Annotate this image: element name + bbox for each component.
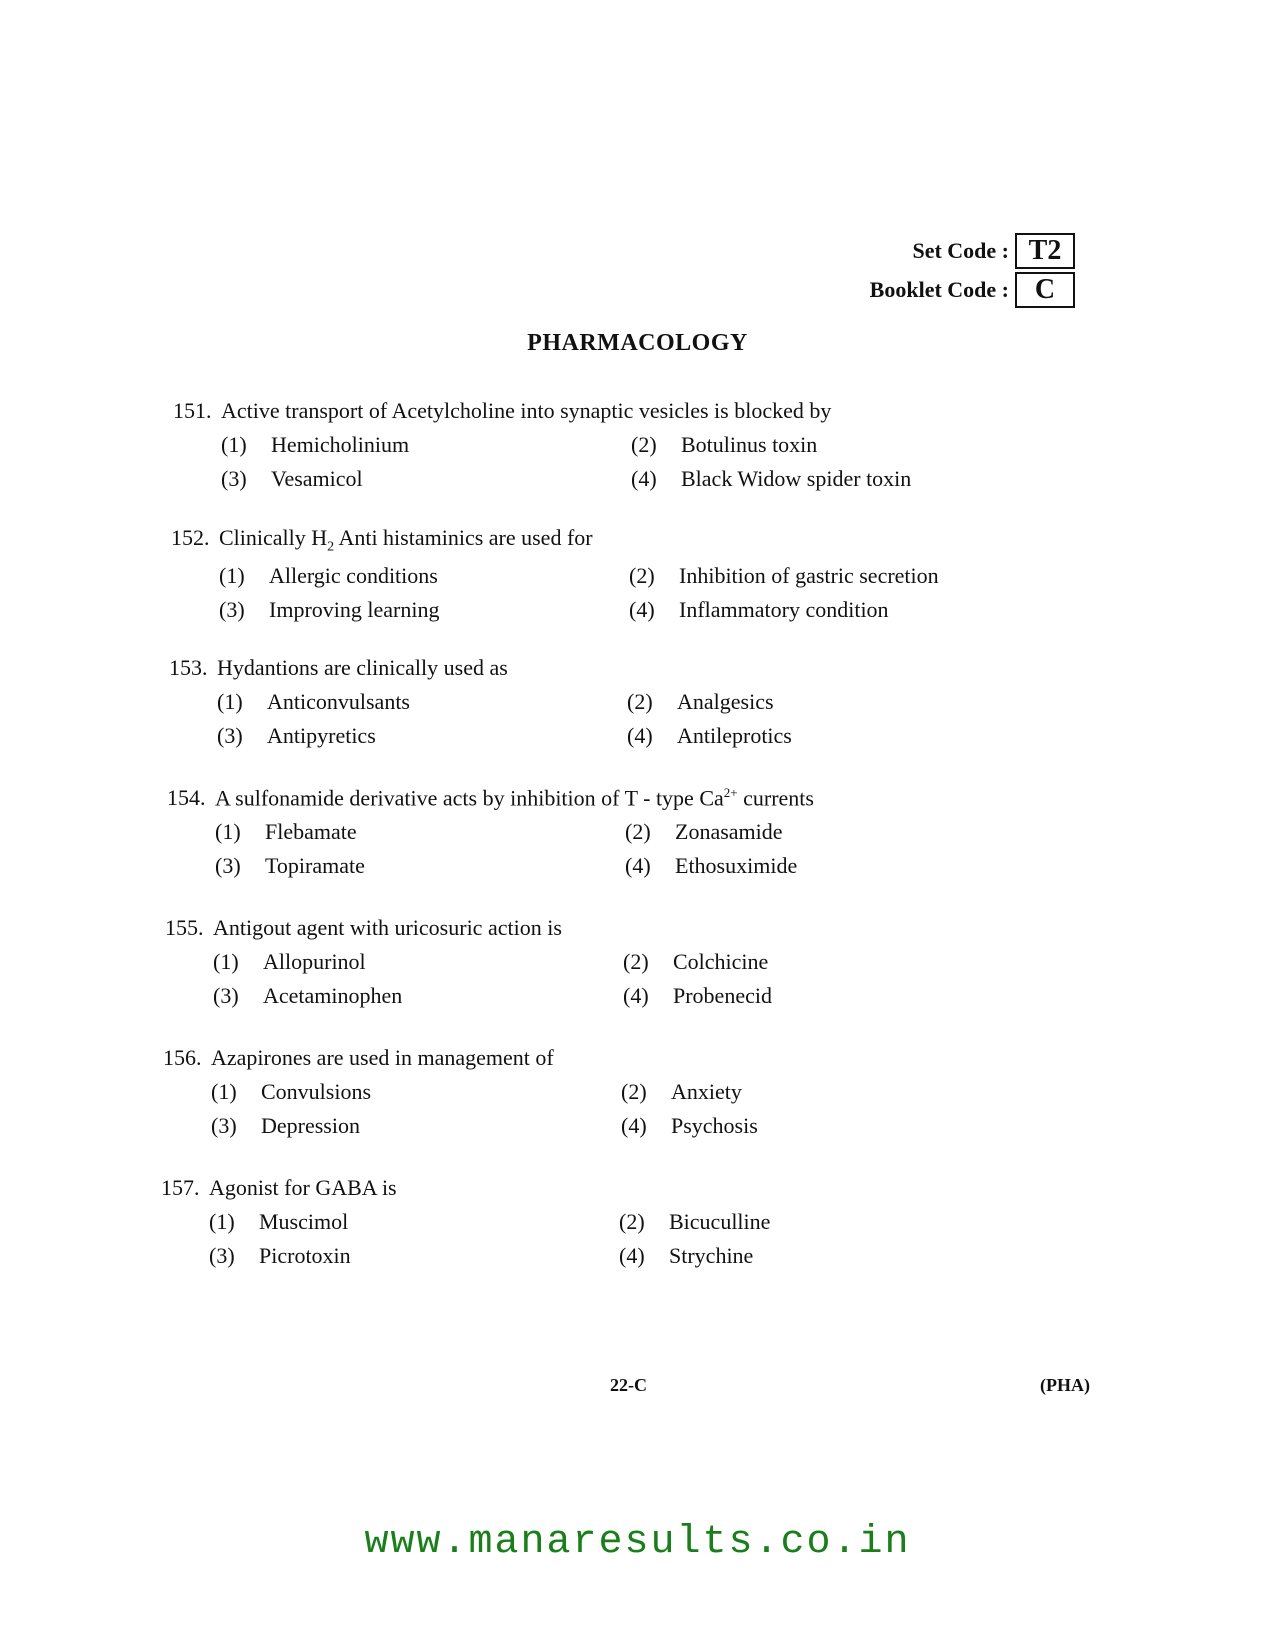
question-155 <box>165 915 985 1009</box>
option-text: Muscimol <box>259 1209 349 1234</box>
set-code-row <box>912 233 1075 269</box>
option-text: Analgesics <box>677 689 774 714</box>
options <box>211 1079 983 1139</box>
option <box>621 1113 1021 1139</box>
option <box>213 983 623 1009</box>
option <box>209 1209 619 1235</box>
option-text: Psychosis <box>671 1113 758 1138</box>
option-text: Probenecid <box>673 983 772 1008</box>
option-number: (3) <box>217 723 243 748</box>
option <box>629 597 1029 623</box>
option-text: Antileprotics <box>677 723 792 748</box>
option <box>631 432 1031 458</box>
question-stem <box>161 1175 981 1201</box>
option-number: (3) <box>213 983 239 1008</box>
question-text: Active transport of Acetylcholine into synaptic vesicles is blocked by <box>221 398 832 423</box>
option <box>217 723 627 749</box>
question-text: Hydantions are clinically used as <box>217 655 508 680</box>
option <box>219 563 629 589</box>
option-number: (2) <box>623 949 649 974</box>
option-number: (4) <box>631 466 657 491</box>
option <box>623 983 1023 1009</box>
option-number: (4) <box>627 723 653 748</box>
option-text: Botulinus toxin <box>681 432 818 457</box>
option-text: Acetaminophen <box>263 983 403 1008</box>
options <box>213 949 985 1009</box>
option-text: Depression <box>261 1113 360 1138</box>
question-subscript: 2 <box>327 539 335 555</box>
question-154 <box>167 785 987 879</box>
option-text: Improving learning <box>269 597 440 623</box>
question-number: 155. <box>165 915 204 940</box>
question-157 <box>161 1175 981 1269</box>
option-text: Antipyretics <box>267 723 376 748</box>
options <box>215 819 987 879</box>
question-stem <box>163 1045 983 1071</box>
question-156 <box>163 1045 983 1139</box>
option-number: (3) <box>209 1243 235 1268</box>
option-text: Bicuculline <box>669 1209 771 1234</box>
option-number: (2) <box>621 1079 647 1104</box>
question-text <box>215 785 814 811</box>
booklet-code-row <box>870 272 1075 308</box>
option-text: Colchicine <box>673 949 769 974</box>
option-text: Anxiety <box>671 1079 742 1104</box>
option <box>221 432 631 458</box>
option-text: Convulsions <box>261 1079 372 1104</box>
subject-code: (PHA) <box>1040 1375 1090 1395</box>
question-text-part: Anti histaminics are used for <box>334 525 593 550</box>
set-code-label: Set Code : <box>912 238 1009 263</box>
question-superscript: 2+ <box>723 785 738 800</box>
option-text: Inhibition of gastric secretion <box>679 563 939 589</box>
option <box>627 689 1027 715</box>
page-number: 22-C <box>610 1375 647 1395</box>
question-text: Agonist for GABA is <box>209 1175 397 1200</box>
option-text: Topiramate <box>265 853 365 879</box>
option-number: (4) <box>629 597 655 623</box>
option-number: (1) <box>209 1209 235 1234</box>
option-number: (4) <box>621 1113 647 1138</box>
question-text: Antigout agent with uricosuric action is <box>213 915 562 940</box>
question-stem <box>169 655 989 681</box>
question-stem <box>167 785 987 811</box>
option-number: (2) <box>631 432 657 457</box>
option-text: Picrotoxin <box>259 1243 351 1268</box>
option-number: (3) <box>215 853 241 879</box>
question-151 <box>173 398 993 492</box>
option <box>619 1243 1019 1269</box>
question-text <box>219 525 593 555</box>
option-text: Black Widow spider toxin <box>681 466 912 491</box>
option-text: Flebamate <box>265 819 357 845</box>
question-stem <box>171 525 991 555</box>
option-text: Zonasamide <box>675 819 783 845</box>
option <box>211 1113 621 1139</box>
option <box>623 949 1023 975</box>
option <box>625 853 1025 879</box>
option-number: (2) <box>629 563 655 589</box>
option-number: (2) <box>625 819 651 845</box>
website-watermark: www.manaresults.co.in <box>364 1520 911 1565</box>
option-number: (3) <box>211 1113 237 1138</box>
options <box>217 689 989 749</box>
option-text: Hemicholinium <box>271 432 410 457</box>
option-text: Strychine <box>669 1243 754 1268</box>
options <box>209 1209 981 1269</box>
option <box>625 819 1025 845</box>
option <box>221 466 631 492</box>
question-number: 152. <box>171 525 210 550</box>
booklet-code-value: C <box>1015 272 1075 308</box>
option-number: (1) <box>215 819 241 845</box>
question-152 <box>171 525 991 623</box>
option-number: (3) <box>219 597 245 623</box>
option-number: (4) <box>625 853 651 879</box>
question-153 <box>169 655 989 749</box>
option <box>217 689 627 715</box>
option-number: (1) <box>217 689 243 714</box>
option <box>619 1209 1019 1235</box>
option-number: (3) <box>221 466 247 491</box>
option-number: (4) <box>619 1243 645 1268</box>
option <box>213 949 623 975</box>
option-text: Inflammatory condition <box>679 597 889 623</box>
option <box>215 853 625 879</box>
option <box>215 819 625 845</box>
question-number: 151. <box>173 398 212 423</box>
option-number: (1) <box>213 949 239 974</box>
question-number: 154. <box>167 785 206 810</box>
option-number: (1) <box>211 1079 237 1104</box>
option-text: Anticonvulsants <box>267 689 410 714</box>
option-text: Ethosuximide <box>675 853 798 879</box>
question-text-part: currents <box>737 785 814 811</box>
option-text: Vesamicol <box>271 466 363 491</box>
subject-title: PHARMACOLOGY <box>527 330 748 356</box>
option <box>627 723 1027 749</box>
option <box>621 1079 1021 1105</box>
question-number: 157. <box>161 1175 200 1200</box>
option-text: Allopurinol <box>263 949 366 974</box>
option-number: (2) <box>627 689 653 714</box>
option <box>211 1079 621 1105</box>
option-number: (2) <box>619 1209 645 1234</box>
question-stem <box>173 398 993 424</box>
option <box>631 466 1031 492</box>
booklet-code-label: Booklet Code : <box>869 277 1009 302</box>
option <box>219 597 629 623</box>
option-text: Allergic conditions <box>269 563 438 589</box>
question-text-part: Clinically H <box>219 525 328 550</box>
option <box>629 563 1029 589</box>
options <box>219 563 991 623</box>
set-code-value: T2 <box>1015 233 1075 269</box>
question-number: 153. <box>169 655 208 680</box>
question-stem <box>165 915 985 941</box>
option-number: (1) <box>221 432 247 457</box>
options <box>221 432 993 492</box>
option-number: (1) <box>219 563 245 589</box>
question-text-part: A sulfonamide derivative acts by inhibition of T - type Ca <box>215 785 724 811</box>
question-number: 156. <box>163 1045 202 1070</box>
option-number: (4) <box>623 983 649 1008</box>
question-text: Azapirones are used in management of <box>211 1045 554 1070</box>
option <box>209 1243 619 1269</box>
